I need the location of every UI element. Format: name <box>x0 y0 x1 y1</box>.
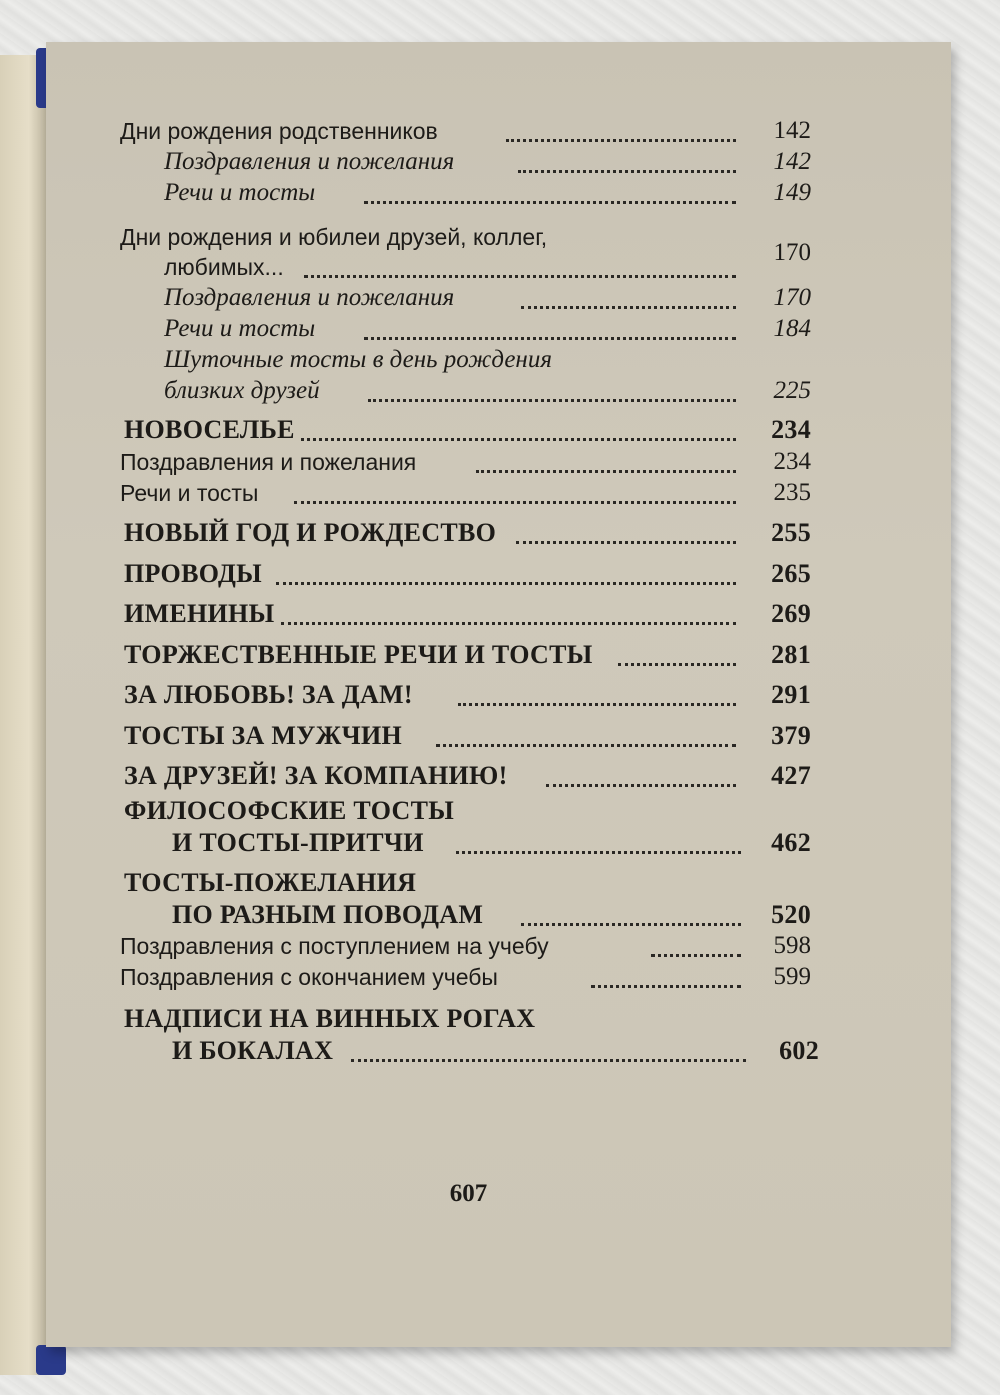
toc-entry-page: 235 <box>773 479 811 506</box>
toc-entry-title: близких друзей <box>164 377 320 404</box>
toc-entry-page: 142 <box>773 148 811 175</box>
toc-section <box>46 640 951 670</box>
toc-section <box>46 721 951 751</box>
dot-leader <box>518 168 736 173</box>
dot-leader <box>506 137 736 142</box>
toc-entry-page: 170 <box>773 284 811 311</box>
dot-leader <box>281 620 736 625</box>
dot-leader <box>276 580 736 585</box>
toc-section-title: И ТОСТЫ-ПРИТЧИ <box>172 828 424 857</box>
toc-section-title: НАДПИСИ НА ВИННЫХ РОГАХ <box>124 1004 536 1033</box>
toc-section-title: ИМЕНИНЫ <box>124 599 275 628</box>
dot-leader <box>364 335 736 340</box>
toc-section-page: 269 <box>771 599 811 628</box>
dot-leader <box>364 199 736 204</box>
dot-leader <box>476 468 736 473</box>
toc-section <box>46 1036 951 1066</box>
toc-section-page: 520 <box>771 900 811 929</box>
book-spine-bottom <box>36 1345 66 1375</box>
dot-leader <box>456 849 741 854</box>
toc-section <box>46 680 951 710</box>
dot-leader <box>521 304 736 309</box>
toc-entry-title: Речи и тосты <box>164 179 316 206</box>
toc-section-page: 379 <box>771 721 811 750</box>
toc-entry-title: Дни рождения и юбилеи друзей, коллег, <box>120 224 548 250</box>
toc-entry-title: Речи и тосты <box>120 480 259 506</box>
toc-entry <box>46 478 951 508</box>
toc-section <box>46 1004 951 1034</box>
dot-leader <box>521 921 741 926</box>
toc-section-title: ЗА ЛЮБОВЬ! ЗА ДАМ! <box>124 680 413 709</box>
toc-section-title: ФИЛОСОФСКИЕ ТОСТЫ <box>124 796 455 825</box>
toc-section-title: ПО РАЗНЫМ ПОВОДАМ <box>172 900 484 929</box>
toc-entry-title: Поздравления с поступлением на учебу <box>120 933 549 959</box>
toc-entry <box>46 931 951 961</box>
dot-leader <box>304 273 736 278</box>
toc-section-page: 462 <box>771 828 811 857</box>
toc-section-title: И БОКАЛАХ <box>172 1036 334 1065</box>
toc-entry <box>46 283 951 313</box>
toc-entry-title: Поздравления и пожелания <box>164 148 455 175</box>
toc-entry-page: 234 <box>773 448 811 475</box>
dot-leader <box>546 782 736 787</box>
toc-entry <box>46 962 951 992</box>
toc-entry-title: Речи и тосты <box>164 315 316 342</box>
dot-leader <box>458 701 736 706</box>
toc-section <box>46 900 951 930</box>
toc-entry <box>46 116 951 146</box>
toc-section-title: ПРОВОДЫ <box>124 559 262 588</box>
dot-leader <box>436 742 736 747</box>
toc-section <box>46 796 951 826</box>
dot-leader <box>651 952 741 957</box>
dot-leader <box>591 983 741 988</box>
book-page <box>46 42 951 1347</box>
toc-section-title: ТОРЖЕСТВЕННЫЕ РЕЧИ И ТОСТЫ <box>124 640 593 669</box>
toc-entry <box>46 147 951 177</box>
toc-entry-page: 149 <box>773 179 811 206</box>
toc-entry-title: Поздравления и пожелания <box>164 284 455 311</box>
toc-section-page: 281 <box>771 640 811 669</box>
toc-section <box>46 415 951 445</box>
toc-section-page: 291 <box>771 680 811 709</box>
dot-leader <box>294 499 736 504</box>
toc-section <box>46 559 951 589</box>
toc-entry <box>46 447 951 477</box>
dot-leader <box>516 539 736 544</box>
toc-section-title: ТОСТЫ ЗА МУЖЧИН <box>124 721 403 750</box>
toc-entry-title: любимых... <box>164 254 284 280</box>
book-cover-edge <box>0 55 50 1375</box>
toc-entry-page: 170 <box>773 239 811 266</box>
toc-section <box>46 868 951 898</box>
dot-leader <box>618 661 736 666</box>
toc-section-page: 602 <box>779 1036 819 1065</box>
toc-section-title: ЗА ДРУЗЕЙ! ЗА КОМПАНИЮ! <box>124 761 508 790</box>
toc-section-page: 427 <box>771 761 811 790</box>
toc-entry <box>46 238 951 280</box>
toc-section-title: НОВОСЕЛЬЕ <box>124 415 295 444</box>
toc-section-title: ТОСТЫ-ПОЖЕЛАНИЯ <box>124 868 417 897</box>
toc-section <box>46 518 951 548</box>
toc-section-title: НОВЫЙ ГОД И РОЖДЕСТВО <box>124 518 497 547</box>
toc-entry-page: 598 <box>773 932 811 959</box>
toc-entry-page: 142 <box>773 117 811 144</box>
toc-entry-title: Дни рождения родственников <box>120 118 438 144</box>
toc-section <box>46 828 951 858</box>
toc-section-page: 255 <box>771 518 811 547</box>
toc-entry-page: 225 <box>773 377 811 404</box>
page-number: 607 <box>449 1180 488 1207</box>
toc-entry-title: Шуточные тосты в день рождения <box>164 346 552 373</box>
toc-section <box>46 599 951 629</box>
dot-leader <box>301 436 736 441</box>
toc-entry-page: 599 <box>773 963 811 990</box>
toc-entry-title: Поздравления и пожелания <box>120 449 417 475</box>
toc-entry-page: 184 <box>773 315 811 342</box>
toc-entry <box>46 178 951 208</box>
toc-section <box>46 761 951 791</box>
toc-section-page: 265 <box>771 559 811 588</box>
toc-entry-title: Поздравления с окончанием учебы <box>120 964 498 990</box>
toc-section-page: 234 <box>771 415 811 444</box>
toc-entry <box>46 345 951 375</box>
dot-leader <box>351 1057 746 1062</box>
toc-entry <box>46 376 951 406</box>
dot-leader <box>368 397 736 402</box>
toc-entry <box>46 314 951 344</box>
